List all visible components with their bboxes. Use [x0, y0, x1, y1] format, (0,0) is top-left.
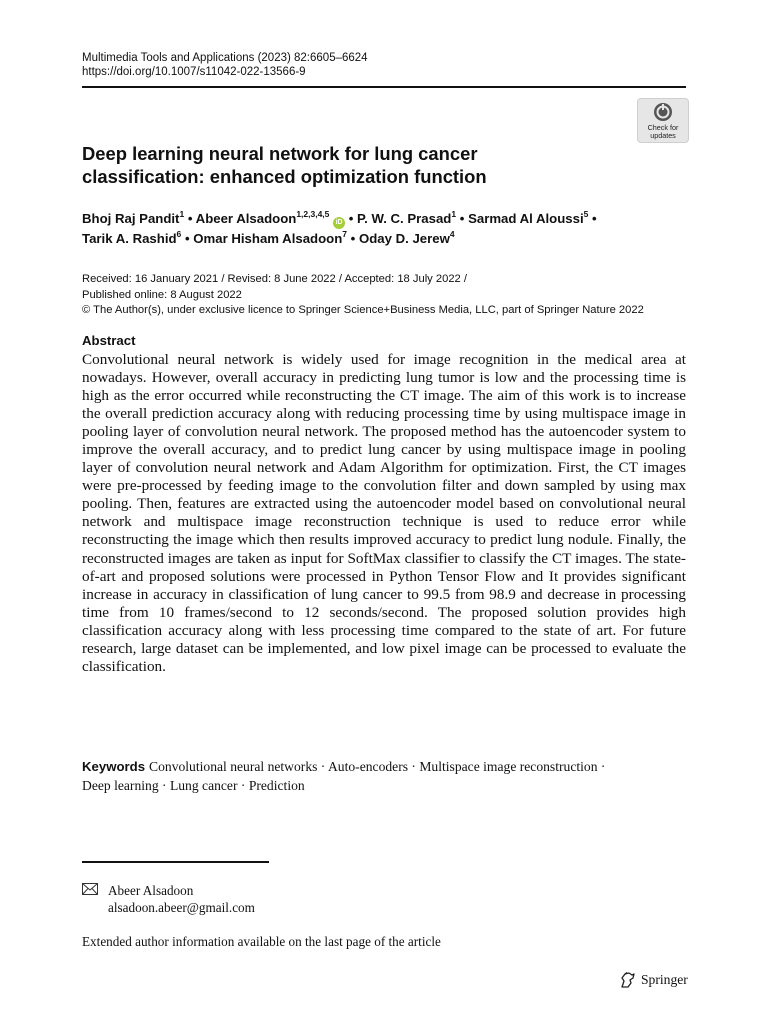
extended-author-info: Extended author information available on the last page of the article [82, 934, 441, 949]
springer-horse-icon [619, 972, 637, 988]
author-affiliation: 1 [451, 209, 457, 219]
badge-line-2: updates [650, 131, 676, 140]
author-line-1 [82, 209, 692, 229]
badge-line-1: Check for [647, 123, 679, 132]
abstract-text: Convolutional neural network is widely used for image recognition in the medical area at nowadays. However, overall accuracy in predicting lung tumor is low and the processing time is high as the error occurred while reconstructing the CT image. The aim of this work is to increase the overall prediction accuracy along with reducing processing time by using multispace image in pooling layer of convolution neural network. The proposed method has the autoencoder system to improve the overall accuracy, and to predict lung cancer by using multispace image in pooling layer of convolution neural network and Adam Algorithm for optimization. First, the CT images were pre-processed by feeding image to the convolution filter and down sampled by using max pooling. Then, features are extracted using the autoencoder model based on convolutional neural network and multispace image reconstruction technique is used to reduce error while reconstructing the image which then results improved accuracy to predict lung nodule. Finally, the reconstructed images are taken as input for SoftMax classifier to classify the CT images. The state-of-art and proposed solutions were processed in Python Tensor Flow and It provides significant increase in accuracy in classification of lung cancer to 99.5 from 98.9 and decrease in processing time from 10 frames/second to 12 seconds/second. The proposed solution provides high classification accuracy along with less processing time compared to the state of art. For future research, large dataset can be implemented, and low pixel image can be processed to evaluate the classification. [82, 351, 686, 675]
author-name[interactable]: Omar Hisham Alsadoon [193, 231, 343, 246]
author-separator: • [592, 211, 597, 226]
author-affiliation: 1,2,3,4,5 [296, 209, 330, 219]
publisher-name: Springer [641, 972, 688, 987]
keywords-label: Keywords [82, 759, 146, 774]
author-separator: • [187, 211, 193, 226]
abstract-heading: Abstract [82, 333, 136, 348]
keywords-line-2: Deep learning · Lung cancer · Prediction [82, 778, 305, 793]
journal-citation: Multimedia Tools and Applications (2023) 82:6605–6624 [82, 52, 368, 64]
envelope-icon [82, 882, 100, 899]
contact-email[interactable]: alsadoon.abeer@gmail.com [108, 900, 255, 915]
author-name[interactable]: P. W. C. Prasad [357, 211, 452, 226]
author-separator: • [184, 231, 190, 246]
paper-title: Deep learning neural network for lung cancer classification: enhanced optimization function [82, 143, 487, 187]
author-separator: • [348, 211, 354, 226]
contact-name: Abeer Alsadoon [108, 883, 194, 898]
springer-logo [619, 972, 688, 988]
keywords [82, 757, 686, 795]
doi-link[interactable]: https://doi.org/10.1007/s11042-022-13566-9 [82, 66, 306, 78]
corresponding-author [82, 882, 255, 916]
author-name[interactable]: Tarik A. Rashid [82, 231, 177, 246]
author-affiliation: 6 [176, 229, 182, 239]
author-separator: • [459, 211, 465, 226]
check-for-updates-badge[interactable] [637, 98, 689, 143]
copyright-notice: © The Author(s), under exclusive licence to Springer Science+Business Media, LLC, part of Springer Nature 2022 [82, 304, 644, 316]
author-affiliation: 5 [583, 209, 589, 219]
orcid-icon[interactable]: iD [333, 217, 345, 229]
author-separator: • [350, 231, 356, 246]
author-name[interactable]: Bhoj Raj Pandit [82, 211, 180, 226]
history-published: Published online: 8 August 2022 [82, 288, 242, 301]
footnote-rule [82, 861, 269, 863]
journal-header [82, 51, 368, 79]
author-name[interactable]: Oday D. Jerew [358, 231, 450, 246]
author-affiliation: 1 [179, 209, 185, 219]
header-rule [82, 86, 686, 88]
author-affiliation: 4 [449, 229, 455, 239]
publication-history [82, 272, 686, 319]
author-line-2 [82, 229, 692, 249]
author-name[interactable]: Sarmad Al Aloussi [468, 211, 584, 226]
check-updates-icon [653, 102, 673, 122]
author-affiliation: 7 [342, 229, 347, 239]
author-name[interactable]: Abeer Alsadoon [195, 211, 297, 226]
author-list [82, 209, 692, 249]
keywords-line-1: Convolutional neural networks · Auto-encoders · Multispace image reconstruction · [149, 759, 606, 774]
history-dates: Received: 16 January 2021 / Revised: 8 June 2022 / Accepted: 18 July 2022 / [82, 273, 467, 285]
